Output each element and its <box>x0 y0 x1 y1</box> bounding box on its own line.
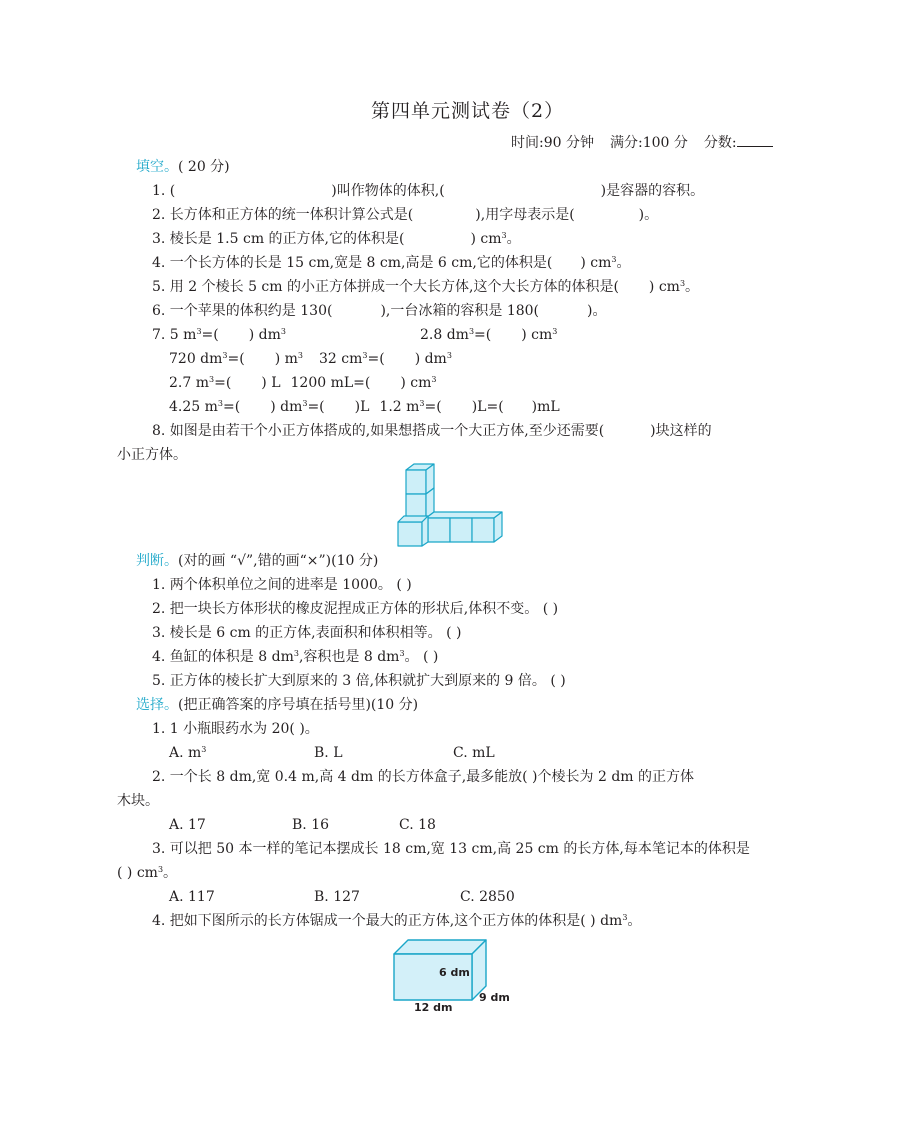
q-text: ,容积也是 8 dm <box>298 649 400 665</box>
q-text: ) cm <box>648 279 680 295</box>
question-1-4 <box>152 253 630 273</box>
question-1-8-cont: 小正方体。 <box>117 447 187 463</box>
cuboid-width-label: 9 dm <box>479 991 510 1004</box>
question-3-3: 3. 可以把 50 本一样的笔记本摆成长 18 cm,宽 13 cm,高 25 cm 的长方体,每本笔记本的体积是 <box>152 841 750 857</box>
q-text: =( <box>307 399 325 415</box>
q-text: 1.2 m <box>379 399 420 415</box>
q-text: ) cm <box>470 231 502 247</box>
section-heading: 判断。 <box>136 553 178 569</box>
q-text: 32 cm <box>319 351 363 367</box>
option-3-3-c[interactable]: C. 2850 <box>460 889 515 905</box>
question-2-5: 5. 正方体的棱长扩大到原来的 3 倍,体积就扩大到原来的 9 倍。 ( ) <box>152 673 566 689</box>
cube-front-face <box>450 518 472 542</box>
q-text: 1200 mL=( <box>290 375 371 391</box>
full-score-info: 满分:100 分 <box>609 135 688 151</box>
section-note: ( 20 分) <box>178 159 230 175</box>
q-text: =( <box>201 327 219 343</box>
q-text: ) dm <box>270 399 303 415</box>
superscript: 3 <box>419 399 425 408</box>
q-text: 6. 一个苹果的体积约是 130( <box>152 303 333 319</box>
section-judge <box>136 551 378 571</box>
superscript: 3 <box>196 327 202 336</box>
q-text: 。 ( ) <box>404 649 439 665</box>
superscript: 3 <box>622 913 628 922</box>
cube-stack-figure <box>396 462 508 548</box>
q-text: 7. 5 m <box>152 327 197 343</box>
question-1-3 <box>152 229 521 249</box>
section-choice <box>136 695 418 715</box>
q-text: ),一台冰箱的容积是 180( <box>380 303 539 319</box>
superscript: 3 <box>217 399 223 408</box>
cube-front-face <box>406 494 426 518</box>
q-text: )是容器的容积。 <box>600 183 705 199</box>
q-text: A. m <box>169 745 202 761</box>
option-3-1-a[interactable] <box>169 743 206 763</box>
q-text: ) cm <box>580 255 612 271</box>
q-text: 2. 长方体和正方体的统一体积计算公式是( <box>152 207 414 223</box>
question-2-3: 3. 棱长是 6 cm 的正方体,表面积和体积相等。 ( ) <box>152 625 462 641</box>
superscript: 3 <box>157 865 164 874</box>
q-text: 。 <box>685 279 700 295</box>
question-1-1 <box>152 181 704 201</box>
section-note: (对的画 “√”,错的画“×”)(10 分) <box>178 553 379 569</box>
cube-front-face <box>472 518 494 542</box>
superscript: 3 <box>611 255 617 264</box>
q-text: 720 dm <box>169 351 223 367</box>
section-heading: 填空。 <box>136 159 178 175</box>
superscript: 3 <box>297 351 303 360</box>
superscript: 3 <box>222 351 228 360</box>
q-text: 4. 把如下图所示的长方体锯成一个最大的正方体,这个正方体的体积是( ) dm <box>152 913 623 929</box>
q-text: )L <box>354 399 370 415</box>
superscript: 3 <box>280 327 286 336</box>
question-3-4 <box>152 911 641 931</box>
question-3-3-cont <box>117 863 177 883</box>
question-1-5 <box>152 277 699 297</box>
superscript: 3 <box>399 649 405 658</box>
q-text: ) dm <box>248 327 281 343</box>
question-1-6 <box>152 301 606 321</box>
q-text: 3. 棱长是 1.5 cm 的正方体,它的体积是( <box>152 231 405 247</box>
q-text: =( <box>474 327 492 343</box>
cuboid-length-label: 12 dm <box>414 1001 453 1014</box>
superscript: 3 <box>302 399 308 408</box>
page-title: 第四单元测试卷（2） <box>371 100 565 122</box>
cube-side-face <box>494 512 502 542</box>
q-text: ( ) cm <box>117 865 158 881</box>
question-1-7-row4 <box>169 397 560 417</box>
section-note: (把正确答案的序号填在括号里)(10 分) <box>178 697 419 713</box>
q-text: ) m <box>274 351 298 367</box>
q-text: )块这样的 <box>650 423 712 439</box>
question-3-1: 1. 1 小瓶眼药水为 20( )。 <box>152 721 319 737</box>
section-heading: 选择。 <box>136 697 178 713</box>
question-2-1: 1. 两个体积单位之间的进率是 1000。 ( ) <box>152 577 412 593</box>
option-3-3-b[interactable]: B. 127 <box>314 889 360 905</box>
question-1-7-row1b <box>420 325 557 345</box>
q-text: ) L <box>261 375 281 391</box>
question-1-8 <box>152 421 712 441</box>
q-text: )叫作物体的体积,( <box>331 183 445 199</box>
superscript: 3 <box>209 375 215 384</box>
option-3-3-a[interactable]: A. 117 <box>169 889 215 905</box>
q-text: ) cm <box>521 327 553 343</box>
question-3-2-cont: 木块。 <box>117 793 159 809</box>
superscript: 3 <box>431 375 437 384</box>
q-text: ) cm <box>400 375 432 391</box>
q-text: =( <box>227 351 245 367</box>
q-text: =( <box>223 399 241 415</box>
option-3-2-b[interactable]: B. 16 <box>292 817 330 833</box>
superscript: 3 <box>501 231 507 240</box>
q-text: )。 <box>587 303 607 319</box>
option-3-1-c[interactable]: C. mL <box>453 745 495 761</box>
option-3-1-b[interactable]: B. L <box>314 745 343 761</box>
superscript: 3 <box>468 327 475 336</box>
cube-front-face <box>428 518 450 542</box>
cuboid-height-label: 6 dm <box>439 966 470 979</box>
q-text: =( <box>214 375 232 391</box>
superscript: 3 <box>679 279 686 288</box>
question-2-4 <box>152 647 438 667</box>
q-text: ) dm <box>414 351 447 367</box>
q-text: 2.7 m <box>169 375 209 391</box>
superscript: 3 <box>362 351 368 360</box>
cube-front-face <box>398 522 422 546</box>
q-text: 。 <box>616 255 631 271</box>
q-text: =( <box>424 399 442 415</box>
q-text: 4. 鱼缸的体积是 8 dm <box>152 649 294 665</box>
option-3-2-a[interactable]: A. 17 <box>169 817 206 833</box>
superscript: 3 <box>201 745 207 754</box>
question-1-7-row3 <box>169 373 436 393</box>
cuboid-top-face <box>394 940 486 954</box>
superscript: 3 <box>293 649 299 658</box>
cube-front-face <box>406 470 426 494</box>
question-1-2 <box>152 205 658 225</box>
score-blank[interactable] <box>737 132 773 147</box>
question-3-2: 2. 一个长 8 dm,宽 0.4 m,高 4 dm 的长方体盒子,最多能放( )个棱长为 2 dm 的正方体 <box>152 769 695 785</box>
q-text: 。 <box>627 913 642 929</box>
q-text: 5. 用 2 个棱长 5 cm 的小正方体拼成一个大长方体,这个大长方体的体积是( <box>152 279 619 295</box>
option-3-2-c[interactable]: C. 18 <box>399 817 436 833</box>
q-text: 。 <box>506 231 521 247</box>
q-text: 2.8 dm <box>420 327 469 343</box>
q-text: 1. ( <box>152 183 176 199</box>
q-text: 8. 如图是由若干个小正方体搭成的,如果想搭成一个大正方体,至少还需要( <box>152 423 605 439</box>
q-text: )。 <box>638 207 659 223</box>
superscript: 3 <box>446 351 452 360</box>
question-2-2: 2. 把一块长方体形状的橡皮泥捏成正方体的形状后,体积不变。 ( ) <box>152 601 559 617</box>
cube-top-face <box>426 512 502 518</box>
superscript: 3 <box>552 327 558 336</box>
q-text: ),用字母表示是( <box>475 207 575 223</box>
q-text: 4.25 m <box>169 399 218 415</box>
score-label: 分数: <box>703 135 737 151</box>
time-info: 时间:90 分钟 <box>511 135 594 151</box>
question-1-7-row1a <box>152 325 286 345</box>
q-text: 4. 一个长方体的长是 15 cm,宽是 8 cm,高是 6 cm,它的体积是( <box>152 255 553 271</box>
q-text: )L=( <box>471 399 504 415</box>
q-text: 。 <box>163 865 178 881</box>
cube-side-face <box>422 516 428 546</box>
q-text: =( <box>367 351 385 367</box>
exam-info <box>511 132 773 153</box>
section-fill-blank <box>136 157 230 177</box>
q-text: )mL <box>531 399 560 415</box>
question-1-7-row2 <box>169 349 452 369</box>
